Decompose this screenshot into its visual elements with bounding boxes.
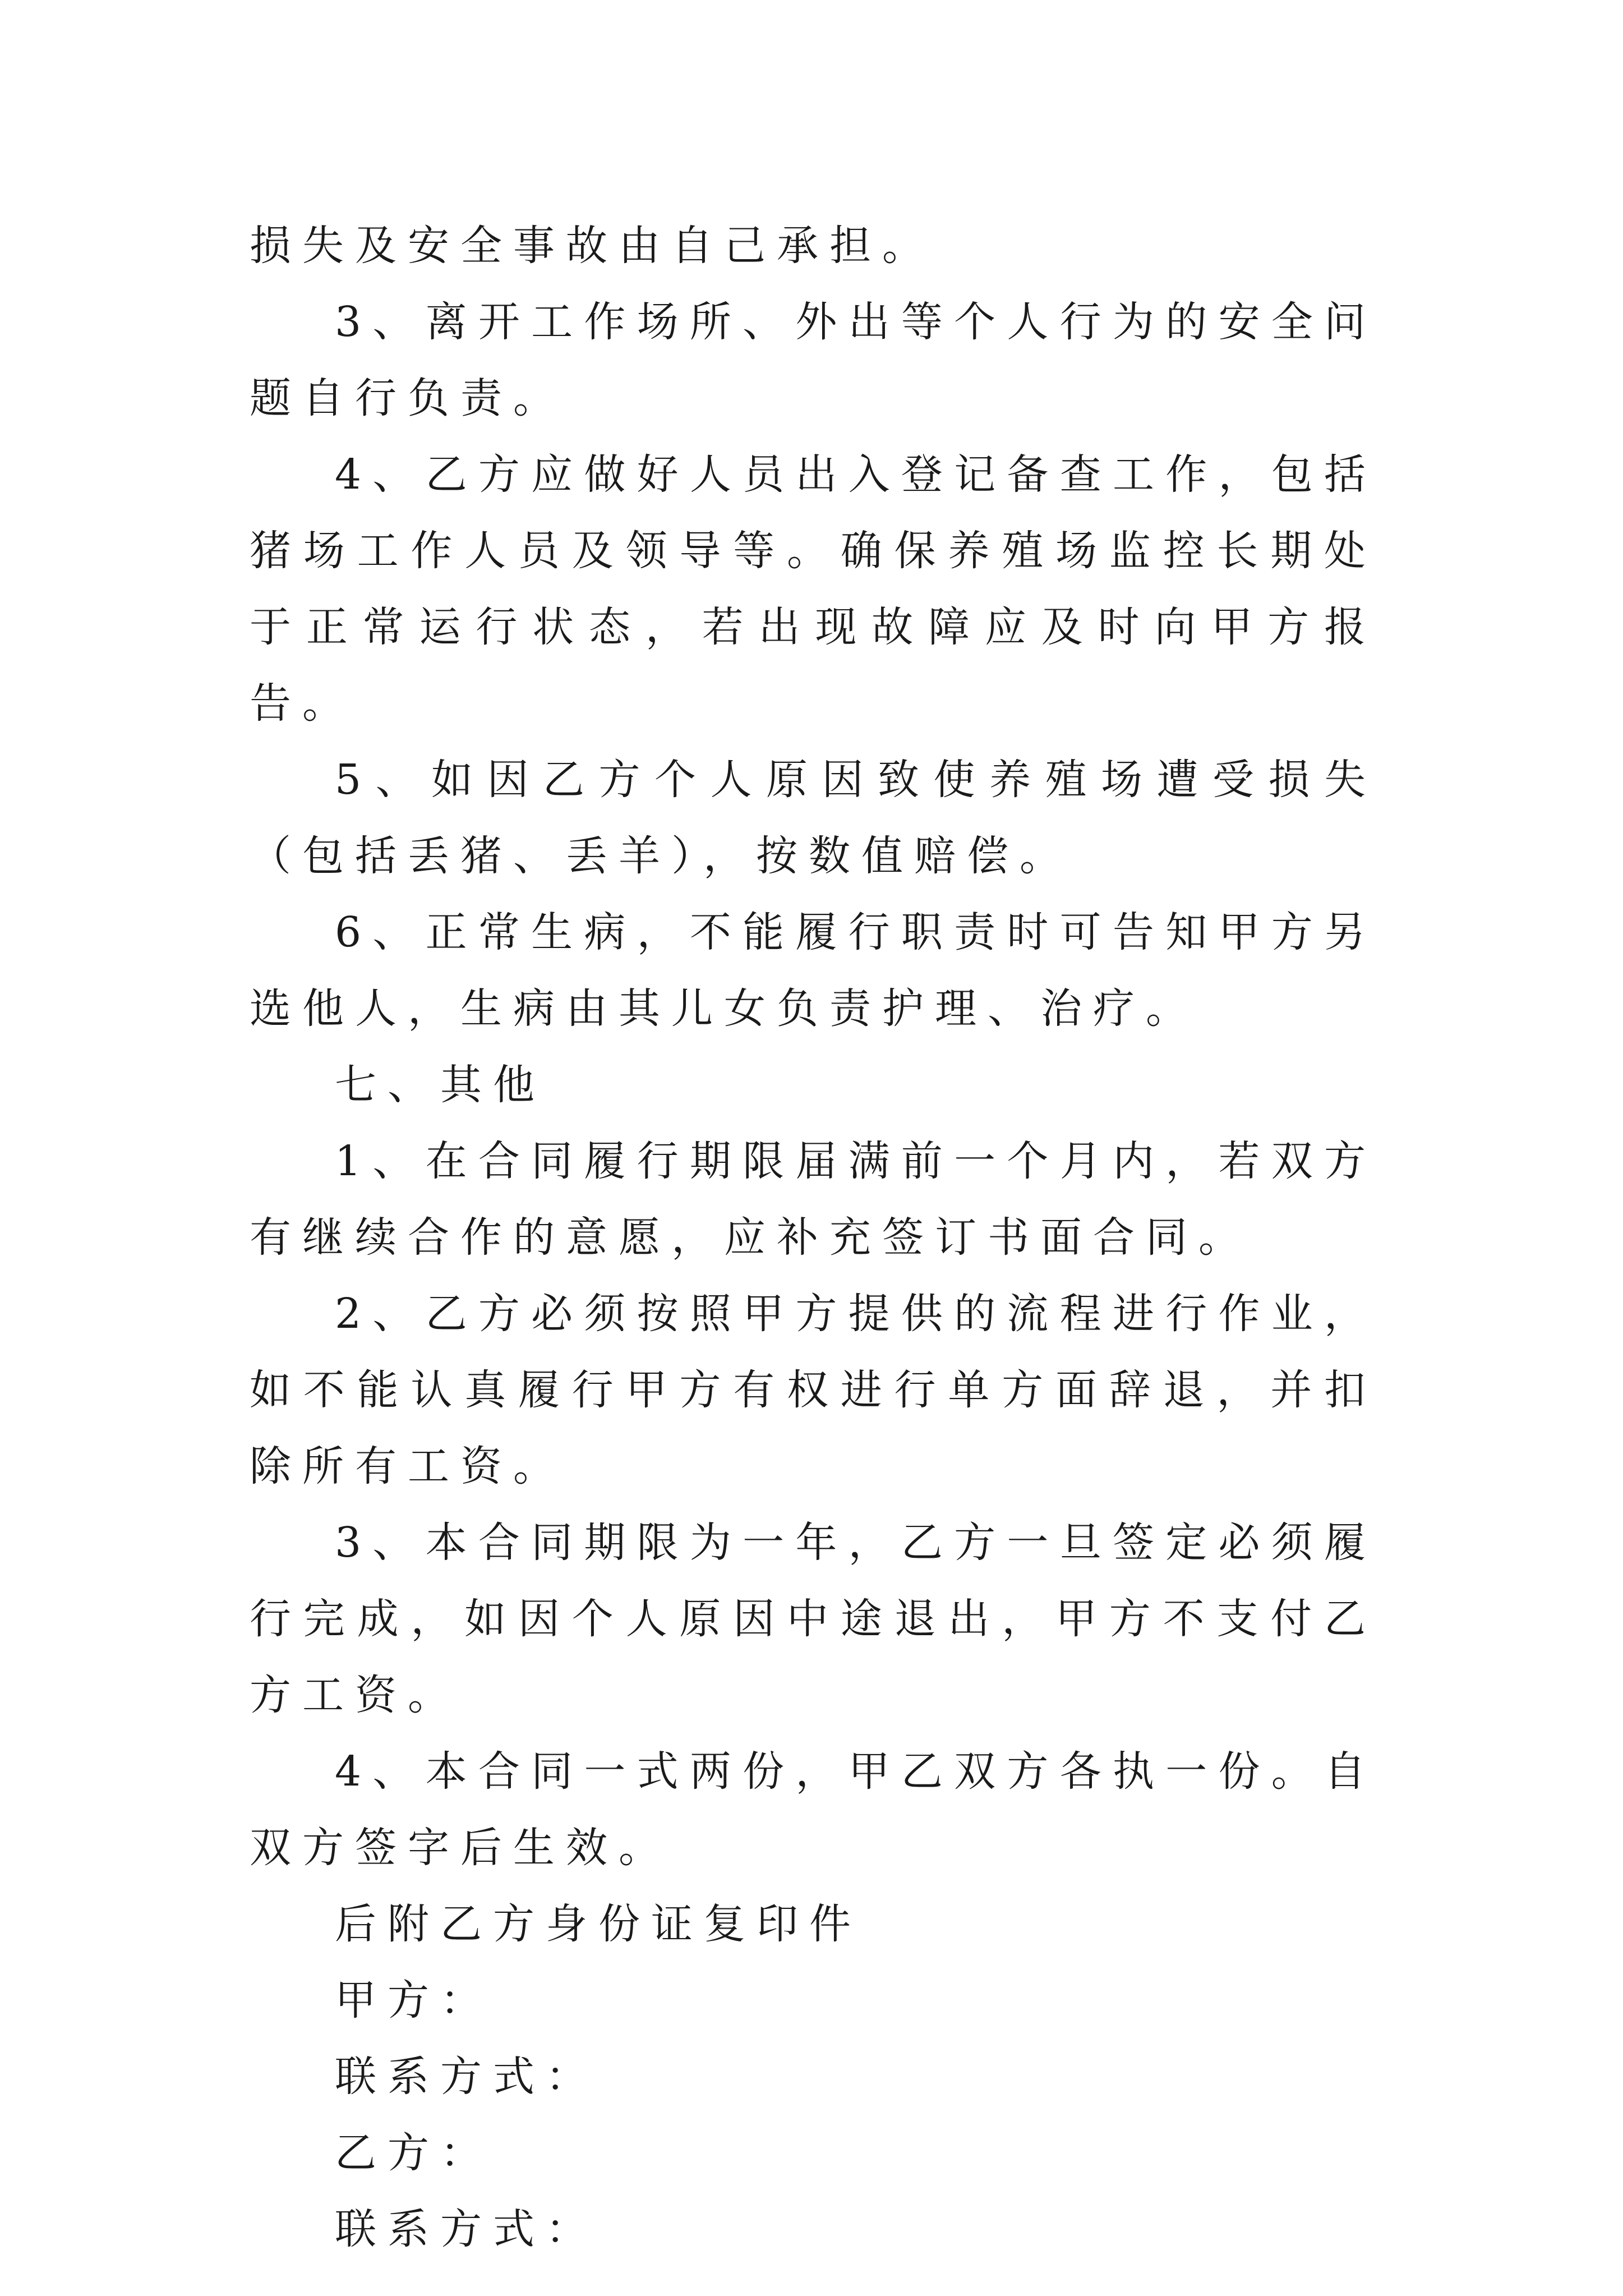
paragraph-clause-5: 5、如因乙方个人原因致使养殖场遭受损失（包括丢猪、丢羊），按数值赔偿。 [250,756,1377,880]
attachment-note: 后附乙方身份证复印件 [335,1900,862,1948]
party-b-contact-label: 联系方式： [335,2205,598,2253]
party-b-label: 乙方： [335,2129,493,2177]
party-a-label: 甲方： [335,1976,493,2024]
paragraph-clause-4: 4、乙方应做好人员出入登记备查工作，包括猪场工作人员及领导等。确保养殖场监控长期处于正常运行状态，若出现故障应及时向甲方报告。 [250,450,1377,728]
paragraph-other-4: 4、本合同一式两份，甲乙双方各执一份。自双方签字后生效。 [250,1747,1377,1872]
paragraph-clause-3: 3、离开工作场所、外出等个人行为的安全问题自行负责。 [250,298,1377,422]
paragraph-continuation: 损失及安全事故由自己承担。 [250,222,935,270]
document-body [250,208,1377,2267]
paragraph-clause-6: 6、正常生病，不能履行职责时可告知甲方另选他人，生病由其儿女负责护理、治疗。 [250,908,1377,1033]
paragraph-other-3: 3、本合同期限为一年，乙方一旦签定必须履行完成，如因个人原因中途退出，甲方不支付乙方工资。 [250,1519,1377,1719]
section-heading-other: 七、其他 [335,1061,546,1109]
paragraph-other-2: 2、乙方必须按照甲方提供的流程进行作业，如不能认真履行甲方有权进行单方面辞退，并扣除所有工资。 [250,1290,1377,1490]
paragraph-other-1: 1、在合同履行期限届满前一个月内，若双方有继续合作的意愿，应补充签订书面合同。 [250,1137,1377,1262]
party-a-contact-label: 联系方式： [335,2053,598,2101]
